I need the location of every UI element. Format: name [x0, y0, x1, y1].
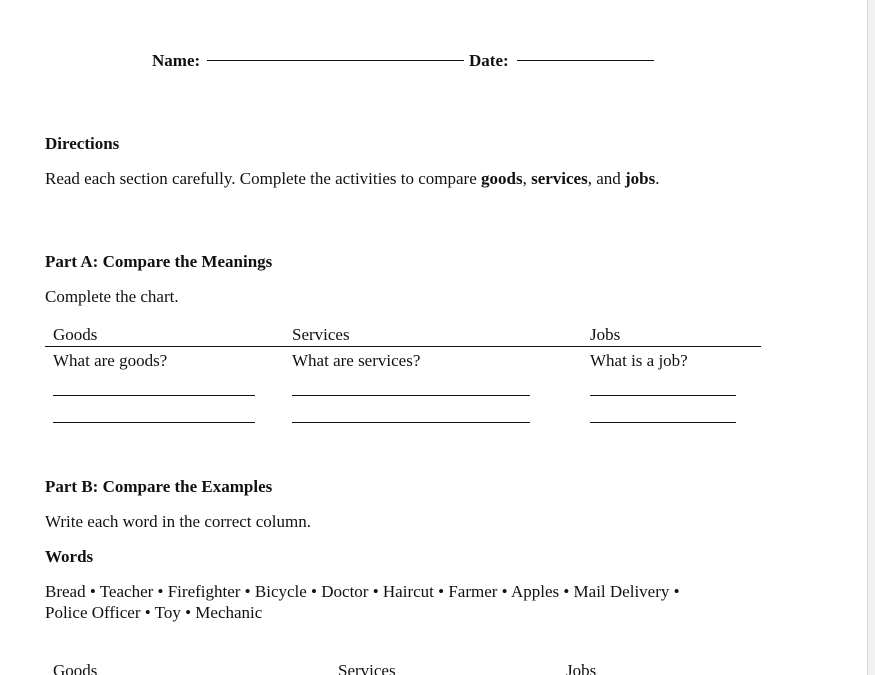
word-bank-line-2: Police Officer • Toy • Mechanic [45, 603, 263, 622]
goods-answer-line-1[interactable] [53, 395, 255, 396]
part-a-header-services: Services [292, 325, 350, 344]
services-answer-line-1[interactable] [292, 395, 530, 396]
part-b-header-goods: Goods [53, 661, 98, 675]
date-blank[interactable] [517, 60, 654, 61]
word-bank-line-1: Bread • Teacher • Firefighter • Bicycle • Doctor • Haircut • Farmer • Apples • Mail Delivery • [45, 582, 680, 601]
part-b-header-services: Services [338, 661, 396, 675]
directions-heading: Directions [45, 134, 120, 153]
part-a-header-rule [45, 346, 761, 347]
directions-end: . [655, 169, 660, 188]
part-b-heading: Part B: Compare the Examples [45, 477, 273, 496]
directions-word-jobs: jobs [625, 169, 656, 188]
directions-sep2: , and [587, 169, 626, 188]
part-a-question-jobs: What is a job? [590, 351, 688, 370]
services-answer-line-2[interactable] [292, 422, 530, 423]
words-heading: Words [45, 547, 94, 566]
page-edge-scrollbar[interactable] [867, 0, 875, 675]
part-a-question-services: What are services? [292, 351, 421, 370]
name-blank[interactable] [207, 60, 464, 61]
directions-word-services: services [531, 169, 588, 188]
directions-sep1: , [522, 169, 532, 188]
directions-text [45, 169, 660, 189]
part-b-header-jobs: Jobs [566, 661, 597, 675]
part-a-question-goods: What are goods? [53, 351, 168, 370]
directions-word-goods: goods [481, 169, 523, 188]
part-a-instruction: Complete the chart. [45, 287, 179, 306]
goods-answer-line-2[interactable] [53, 422, 255, 423]
jobs-answer-line-2[interactable] [590, 422, 736, 423]
date-label: Date: [469, 51, 509, 70]
part-a-header-jobs: Jobs [590, 325, 621, 344]
part-a-header-goods: Goods [53, 325, 98, 344]
directions-text-start: Read each section carefully. Complete the activities to compare [45, 169, 481, 188]
name-label: Name: [152, 51, 201, 70]
jobs-answer-line-1[interactable] [590, 395, 736, 396]
part-a-heading: Part A: Compare the Meanings [45, 252, 273, 271]
part-b-instruction: Write each word in the correct column. [45, 512, 312, 531]
